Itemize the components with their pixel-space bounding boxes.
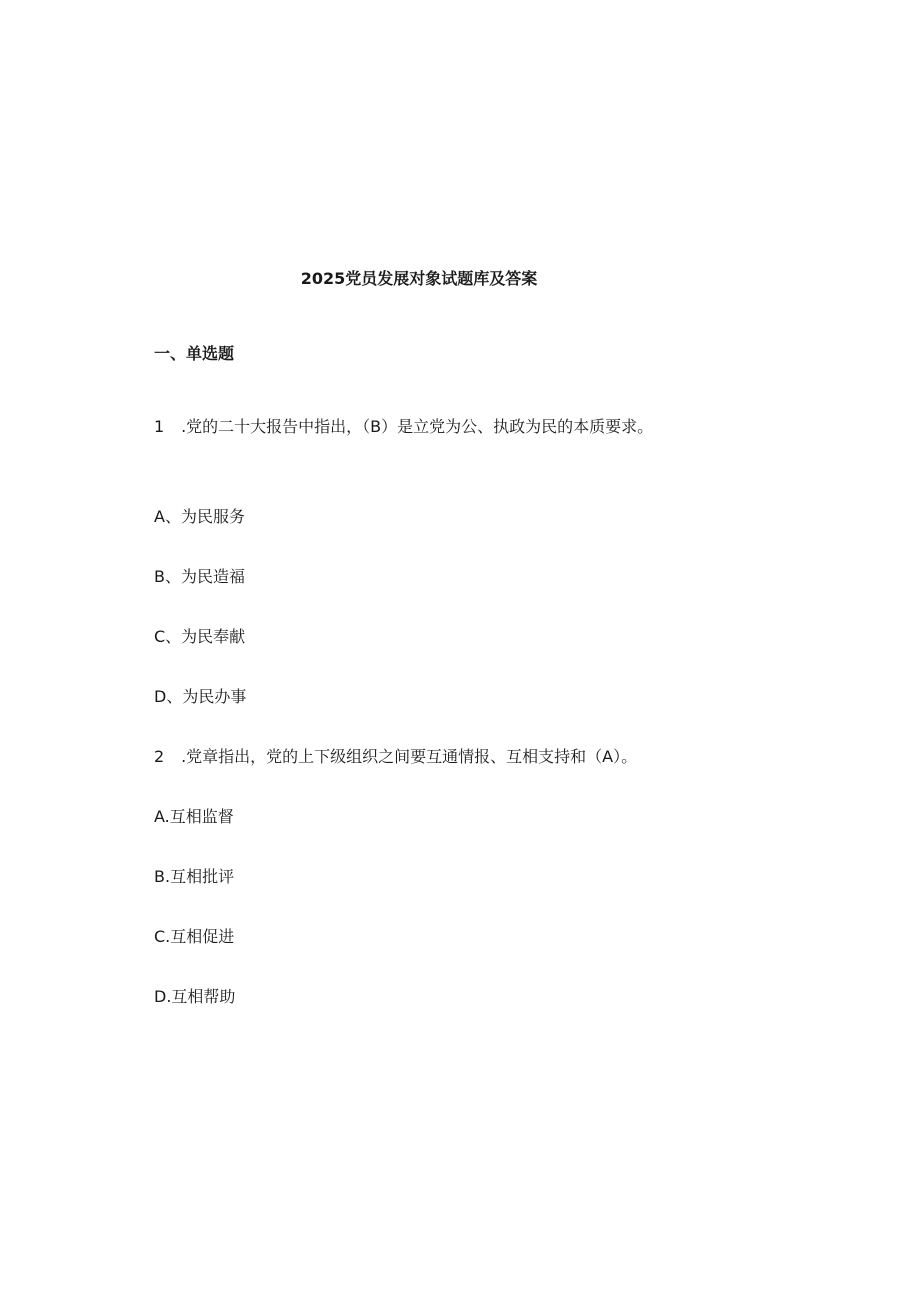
option-b: B.互相批评 bbox=[154, 867, 235, 886]
option-d: D.互相帮助 bbox=[154, 987, 236, 1006]
question-1 bbox=[154, 414, 664, 440]
question-2 bbox=[154, 744, 637, 770]
option-d: D、为民办事 bbox=[154, 687, 247, 706]
question-number: 1 bbox=[154, 417, 165, 436]
option-a: A.互相监督 bbox=[154, 807, 234, 826]
option-b: B、为民造福 bbox=[154, 567, 245, 586]
question-text: .党章指出，党的上下级组织之间要互通情报、互相支持和（A）。 bbox=[181, 747, 638, 766]
option-c: C、为民奉献 bbox=[154, 627, 246, 646]
question-text: .党的二十大报告中指出，（B）是立党为公、执政为民的本质要求。 bbox=[181, 417, 654, 436]
question-number: 2 bbox=[154, 747, 165, 766]
section-heading: 一、单选题 bbox=[154, 344, 235, 363]
document-title: 2025党员发展对象试题库及答案 bbox=[300, 269, 538, 288]
option-a: A、为民服务 bbox=[154, 507, 245, 526]
option-c: C.互相促进 bbox=[154, 927, 235, 946]
